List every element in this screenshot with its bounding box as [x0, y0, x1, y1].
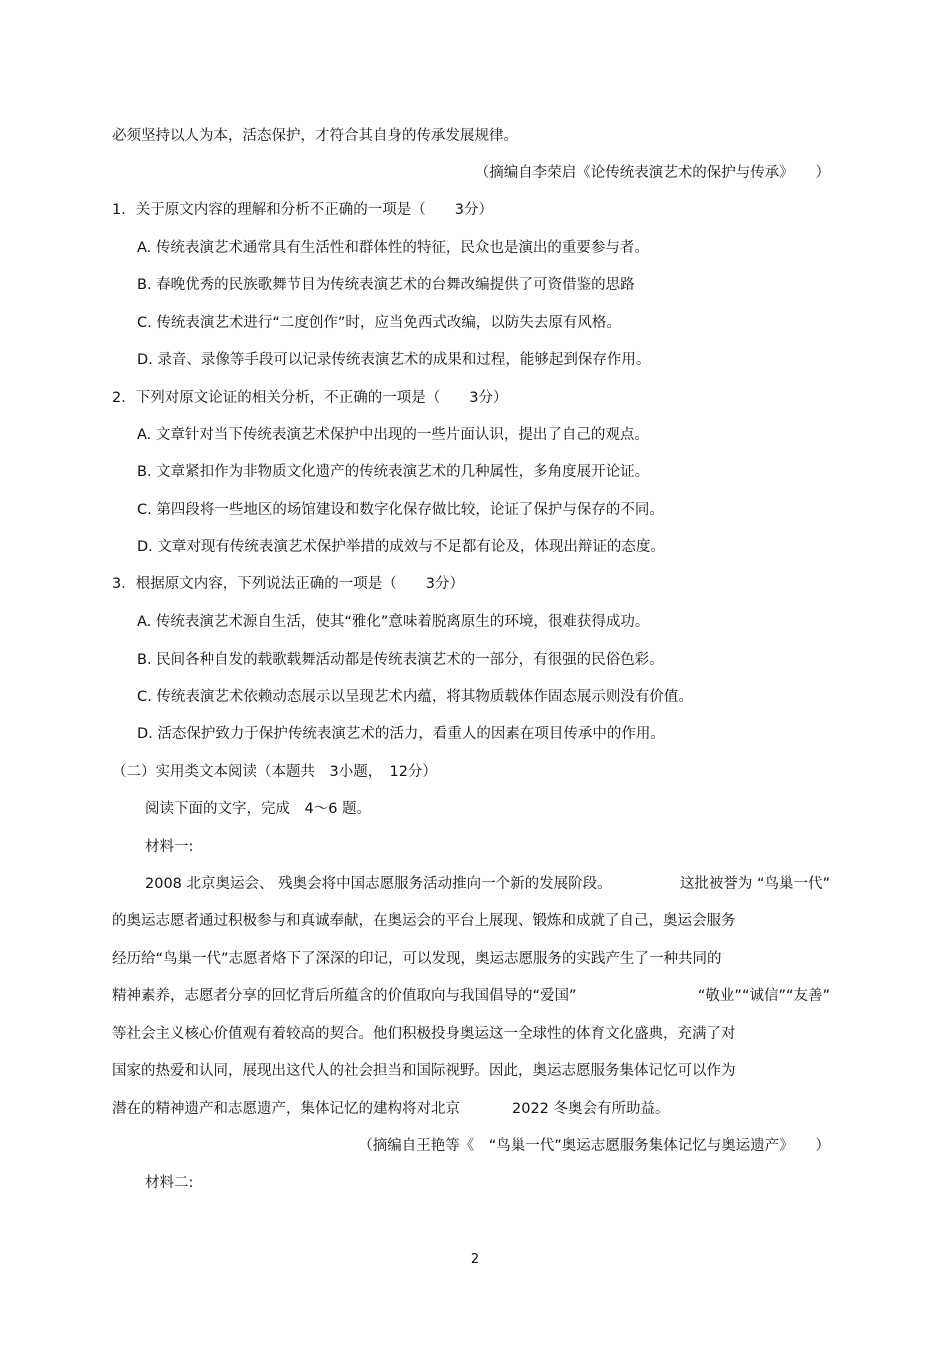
question-1-option-a: A. 传统表演艺术通常具有生活性和群体性的特征，民众也是演出的重要参与者。 [137, 240, 649, 256]
question-3-option-b: B. 民间各种自发的载歌载舞活动都是传统表演艺术的一部分，有很强的民俗色彩。 [137, 652, 664, 668]
question-1-stem: 1．关于原文内容的理解和分析不正确的一项是（ 3分） [112, 202, 493, 218]
question-3-option-d: D. 活态保护致力于保护传统表演艺术的活力，看重人的因素在项目传承中的作用。 [137, 726, 665, 742]
material-2-label: 材料二: [145, 1175, 194, 1191]
material-1-line-6: 国家的热爱和认同，展现出这代人的社会担当和国际视野。因此，奥运志愿服务集体记忆可以作为 [112, 1063, 736, 1079]
question-1-option-c: C. 传统表演艺术进行“二度创作”时，应当免西式改编，以防失去原有风格。 [137, 315, 621, 331]
material-1-line-4-part-a: 精神素养，志愿者分享的回忆背后所蕴含的价值取向与我国倡导的“爱国” [112, 988, 577, 1004]
material-1-line-4-part-b: “敬业”“诚信”“友善” [697, 988, 830, 1004]
page-number: 2 [470, 1252, 480, 1267]
material-1-line-1 [112, 874, 830, 894]
section-2-heading: （二）实用类文本阅读（本题共 3小题， 12分） [112, 764, 437, 780]
question-1-option-d: D. 录音、录像等手段可以记录传统表演艺术的成果和过程，能够起到保存作用。 [137, 352, 651, 368]
material-1-line-5: 等社会主义核心价值观有着较高的契合。他们积极投身奥运这一全球性的体育文化盛典，充满了对 [112, 1026, 736, 1042]
source-citation-2: （摘编自王艳等《 “鸟巢一代”奥运志愿服务集体记忆与奥运遗产》 ） [358, 1138, 830, 1154]
question-2-option-d: D. 文章对现有传统表演艺术保护举措的成效与不足都有论及，体现出辩证的态度。 [137, 539, 665, 555]
question-2-option-a: A. 文章针对当下传统表演艺术保护中出现的一些片面认识，提出了自己的观点。 [137, 427, 649, 443]
material-1-label: 材料一: [145, 839, 194, 855]
question-3-option-c: C. 传统表演艺术依赖动态展示以呈现艺术内蕴，将其物质载体作固态展示则没有价值。 [137, 689, 693, 705]
material-1-line-3: 经历给“鸟巢一代”志愿者烙下了深深的印记，可以发现，奥运志愿服务的实践产生了一种共同的 [112, 951, 722, 967]
source-citation-1: （摘编自李荣启《论传统表演艺术的保护与传承》 ） [474, 165, 830, 181]
question-3-option-a: A. 传统表演艺术源自生活，使其“雅化”意味着脱离原生的环境，很难获得成功。 [137, 614, 650, 630]
material-1-line-7 [112, 1099, 670, 1119]
material-1-line-4 [112, 986, 830, 1006]
question-2-stem: 2．下列对原文论证的相关分析，不正确的一项是（ 3分） [112, 390, 508, 406]
material-1-line-7-part-a: 潜在的精神遗产和志愿遗产，集体记忆的建构将对北京 [112, 1101, 460, 1117]
material-1-line-2: 的奥运志愿者通过积极参与和真诚奉献，在奥运会的平台上展现、锻炼和成就了自己，奥运会服务 [112, 913, 736, 929]
question-3-stem: 3．根据原文内容，下列说法正确的一项是（ 3分） [112, 576, 464, 592]
continuation-text: 必须坚持以人为本，活态保护，才符合其自身的传承发展规律。 [112, 128, 518, 144]
material-1-line-1-part-a: 2008 北京奥运会、 残奥会将中国志愿服务活动推向一个新的发展阶段。 [145, 876, 612, 892]
question-1-option-b: B. 春晚优秀的民族歌舞节目为传统表演艺术的台舞改编提供了可资借鉴的思路 [137, 277, 635, 293]
section-2-instruction: 阅读下面的文字，完成 4～6 题。 [145, 801, 372, 817]
question-2-option-b: B. 文章紧扣作为非物质文化遗产的传统表演艺术的几种属性，多角度展开论证。 [137, 464, 650, 480]
question-2-option-c: C. 第四段将一些地区的场馆建设和数字化保存做比较，论证了保护与保存的不同。 [137, 502, 664, 518]
material-1-line-7-part-b: 2022 冬奥会有所助益。 [512, 1101, 670, 1117]
material-1-line-1-part-b: 这批被誉为 “鸟巢一代” [679, 876, 830, 892]
